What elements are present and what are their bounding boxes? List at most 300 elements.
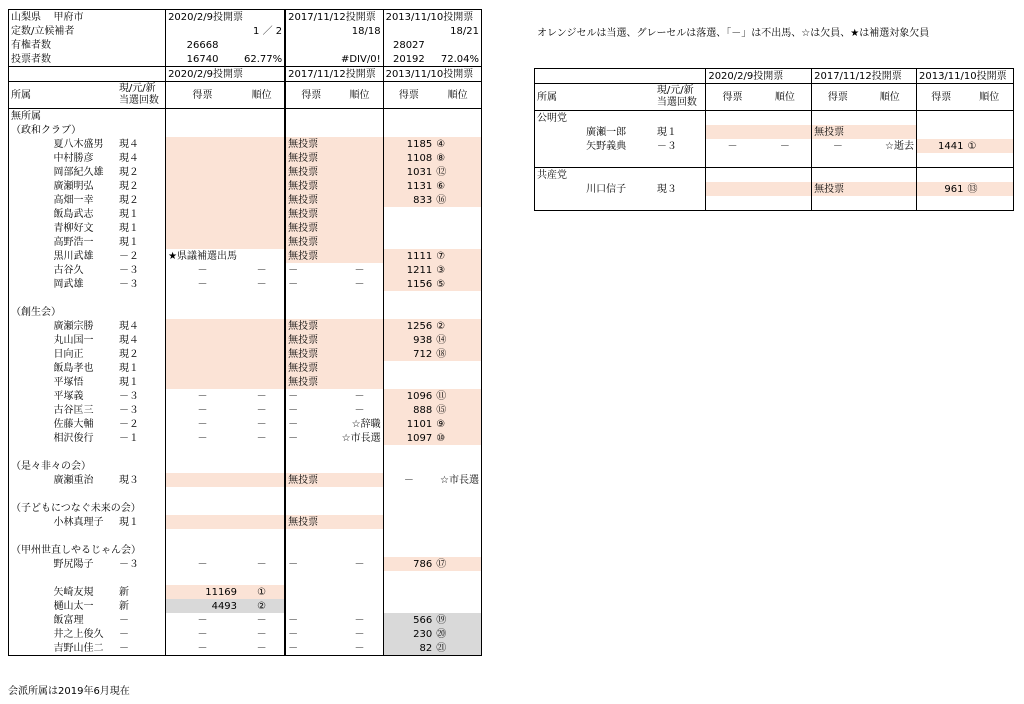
rank-2017 [336, 347, 383, 361]
candidate-row [9, 263, 482, 277]
candidate-row [9, 641, 482, 656]
cell [285, 459, 336, 473]
indent-cell [9, 375, 52, 389]
rank-2013: ⑳ [434, 627, 481, 641]
cell [383, 543, 434, 557]
votes-2020 [166, 207, 239, 221]
status-header-line2: 当選回数 [118, 95, 159, 106]
cell [239, 529, 285, 543]
candidate-name: 廣瀬一郎 [586, 126, 627, 138]
votes-2017: － [285, 417, 336, 431]
votes-2020: － [166, 641, 239, 656]
indent-cell [9, 431, 52, 445]
city-cell: 甲府市 [52, 10, 117, 25]
side-votes-header-2020: 得票 [706, 84, 759, 111]
votes-2017: － [285, 613, 336, 627]
rank-2013: ⑭ [434, 333, 481, 347]
candidate-row [9, 431, 482, 445]
rank-2013: ⑮ [434, 403, 481, 417]
votes-2017: 無投票 [285, 361, 336, 375]
rank-2020: ① [239, 585, 285, 599]
votes-header-2013: 得票 [383, 82, 434, 109]
rank-2013: ⑦ [434, 249, 481, 263]
candidate-status: －２ [118, 418, 139, 430]
votes-2020: － [166, 431, 239, 445]
cell [336, 571, 383, 585]
group-mushozoku: 無所属 [9, 109, 166, 124]
votes-2013 [383, 235, 434, 249]
candidate-name: 川口信子 [586, 183, 627, 195]
rank-2013: ② [434, 319, 481, 333]
votes-2020: ★県議補選出馬 [166, 249, 239, 263]
votes-2017: － [285, 431, 336, 445]
votes-2017: 無投票 [812, 125, 864, 139]
candidate-status: 現４ [118, 320, 139, 332]
candidate-status: 新 [118, 586, 129, 598]
rank-2017 [336, 599, 383, 613]
cell [9, 529, 52, 543]
cell [9, 487, 52, 501]
indent-cell [9, 473, 52, 487]
side-affil-header: 所属 [535, 84, 655, 111]
candidate-name: 吉野山佳二 [52, 641, 117, 656]
candidate-name: 平塚悟 [53, 376, 84, 388]
votes-2020 [166, 333, 239, 347]
votes-2020 [166, 375, 239, 389]
cell [336, 305, 383, 319]
candidate-status: －３ [656, 140, 677, 152]
candidate-row [9, 221, 482, 235]
side-votes-header-2013: 得票 [916, 84, 965, 111]
indent-cell [9, 613, 52, 627]
candidate-status: 現４ [118, 138, 139, 150]
votes-2013: 1156 [383, 277, 434, 291]
rank-2013 [434, 515, 481, 529]
seats-2017: 18/18 [285, 24, 383, 38]
rank-2013 [434, 599, 481, 613]
candidate-name: 黒川武雄 [53, 250, 94, 262]
rank-2017: － [354, 264, 365, 276]
rank-2013: ⑤ [434, 277, 481, 291]
cell [434, 291, 481, 305]
indent-cell [9, 403, 52, 417]
candidate-name: 平塚義 [53, 390, 84, 402]
rank-2013 [434, 207, 481, 221]
rank-2020 [239, 361, 285, 375]
cell [239, 445, 285, 459]
votes-2013: 82 [383, 641, 434, 656]
cell [239, 305, 285, 319]
votes-2020: － [166, 403, 239, 417]
votes-header-2020: 得票 [166, 82, 239, 109]
rank-2017: ☆市長選 [341, 432, 381, 444]
rank-header-2020: 順位 [239, 82, 285, 109]
turnout-2017-pct: #DIV/0! [336, 52, 383, 67]
spacer-row [9, 571, 482, 585]
rank-2013: ⑬ [965, 182, 1013, 196]
rank-2020 [239, 179, 285, 193]
candidate-name: 井之上俊久 [53, 628, 104, 640]
candidate-name: 飯島孝也 [53, 362, 94, 374]
seats-2020: 1 ／ 2 [166, 24, 286, 38]
candidate-name: 丸山国一 [53, 334, 94, 346]
votes-2017: 無投票 [285, 137, 336, 151]
rank-2020: － [256, 418, 267, 430]
votes-2017: － [285, 641, 336, 656]
cell [285, 291, 336, 305]
rank-2020: － [256, 264, 267, 276]
candidate-row [9, 319, 482, 333]
votes-2013: 230 [383, 627, 434, 641]
affil-header: 所属 [9, 82, 117, 109]
votes-2017: － [285, 277, 336, 291]
votes-2020: － [166, 557, 239, 571]
rank-2017: － [354, 390, 365, 402]
indent-cell [9, 347, 52, 361]
candidate-row [9, 557, 482, 571]
rank-2017 [336, 207, 383, 221]
rank-2020 [239, 151, 285, 165]
cell [166, 291, 239, 305]
party-results-table [534, 68, 1014, 211]
votes-2017: － [285, 403, 336, 417]
rank-2017: － [354, 404, 365, 416]
votes-2013: 888 [383, 403, 434, 417]
cell [434, 571, 481, 585]
candidate-name: 飯島武志 [53, 208, 94, 220]
rank-2017 [336, 473, 383, 487]
rank-2013: ⑩ [434, 431, 481, 445]
rank-2013 [434, 361, 481, 375]
rank-2017 [336, 333, 383, 347]
indent-cell [9, 235, 52, 249]
indent-cell [9, 179, 52, 193]
votes-2017: 無投票 [285, 375, 336, 389]
candidate-status: －１ [118, 432, 139, 444]
candidate-status: 新 [118, 600, 129, 612]
status-header-line1: 現/元/新 [118, 83, 156, 94]
seats-2013: 18/21 [383, 24, 481, 38]
votes-2013: 712 [383, 347, 434, 361]
election-2017-header: 2017/11/12投開票 [285, 10, 383, 25]
cell [52, 445, 117, 459]
votes-2020 [166, 319, 239, 333]
candidate-name: 古谷匡三 [53, 404, 94, 416]
rank-2017 [336, 221, 383, 235]
votes-2020 [166, 193, 239, 207]
indent-cell [9, 165, 52, 179]
cell [52, 529, 117, 543]
candidate-row [9, 249, 482, 263]
candidate-name: 飯富理 [53, 614, 84, 626]
votes-2020 [166, 151, 239, 165]
candidate-status: － [117, 641, 166, 656]
spacer-row [9, 529, 482, 543]
candidate-status: － [118, 628, 129, 640]
rank-2020: － [779, 140, 790, 152]
indent-cell [9, 389, 52, 403]
candidate-row [9, 193, 482, 207]
votes-2020: － [166, 613, 239, 627]
votes-2013 [383, 515, 434, 529]
votes-2013: 961 [916, 182, 965, 196]
cell [166, 529, 239, 543]
votes-2013: 786 [383, 557, 434, 571]
candidate-row [9, 137, 482, 151]
votes-2017: － [285, 557, 336, 571]
candidate-status: 現４ [118, 152, 139, 164]
cell [383, 529, 434, 543]
candidate-row [9, 515, 482, 529]
votes-2017 [285, 599, 336, 613]
cell [434, 459, 481, 473]
candidate-name: 廣瀬宗勝 [53, 320, 94, 332]
rank-2017 [336, 375, 383, 389]
cell [383, 459, 434, 473]
candidate-name: 日向正 [53, 348, 84, 360]
votes-2013: 566 [383, 613, 434, 627]
rank-2020 [239, 165, 285, 179]
votes-2020: － [166, 389, 239, 403]
rank-2017 [336, 151, 383, 165]
candidate-name: 高畑一幸 [53, 194, 94, 206]
group-row [9, 459, 482, 473]
votes-2017: － [812, 139, 864, 153]
cell [285, 501, 336, 515]
rank-2013: ④ [434, 137, 481, 151]
cell [239, 543, 285, 557]
candidate-row [9, 361, 482, 375]
votes-2020: 4493 [166, 599, 239, 613]
rank-2013: ⑧ [434, 151, 481, 165]
candidate-row [9, 151, 482, 165]
pref-cell: 山梨県 [9, 10, 52, 25]
cell [383, 291, 434, 305]
turnout-2020-pct: 62.77% [239, 52, 285, 67]
cell [285, 445, 336, 459]
cell [117, 571, 166, 585]
rank-2017: － [354, 278, 365, 290]
indent-cell [9, 193, 52, 207]
cell [285, 571, 336, 585]
status-header [117, 82, 166, 109]
indent-cell [9, 417, 52, 431]
rank-header-2017: 順位 [336, 82, 383, 109]
votes-2020 [166, 165, 239, 179]
legend-note: オレンジセルは当選、グレーセルは落選、「－」は不出馬、☆は欠員、★は補選対象欠員 [537, 28, 930, 39]
candidate-row [9, 207, 482, 221]
votes-2013: 1101 [383, 417, 434, 431]
cell [239, 487, 285, 501]
cell [285, 305, 336, 319]
votes-2020 [166, 235, 239, 249]
rank-2020: － [256, 390, 267, 402]
cell [52, 487, 117, 501]
candidate-name: 佐藤大輔 [53, 418, 94, 430]
cell [434, 487, 481, 501]
rank-2017 [336, 193, 383, 207]
rank-2020: ② [239, 599, 285, 613]
group-zehi: （是々非々の会） [9, 459, 166, 473]
votes-2017: － [285, 263, 336, 277]
rank-2017 [336, 585, 383, 599]
candidate-status: 現３ [656, 183, 677, 195]
votes-2013 [383, 221, 434, 235]
rank-2020 [239, 249, 285, 263]
votes-2013: 1096 [383, 389, 434, 403]
side-row-kawaguchi [535, 182, 1014, 196]
votes-2020 [166, 473, 239, 487]
rank-2013: ⑥ [434, 179, 481, 193]
rank-2020 [239, 235, 285, 249]
votes-2017: 無投票 [812, 182, 864, 196]
candidate-status: 現１ [118, 376, 139, 388]
votes-2017: 無投票 [285, 515, 336, 529]
cell [336, 543, 383, 557]
votes-2020 [166, 137, 239, 151]
votes-2020 [166, 361, 239, 375]
group-sosei: （創生会） [9, 305, 166, 319]
rank-2020: － [239, 641, 285, 656]
indent-cell [9, 137, 52, 151]
rank-2017: － [354, 628, 365, 640]
rank-2017 [336, 165, 383, 179]
candidate-row [9, 403, 482, 417]
cell [336, 459, 383, 473]
rank-2020 [239, 319, 285, 333]
cell [117, 445, 166, 459]
votes-2013 [383, 361, 434, 375]
cell [434, 543, 481, 557]
cell [383, 305, 434, 319]
indent-cell [9, 277, 52, 291]
election-2013-header: 2013/11/10投開票 [383, 10, 481, 25]
rank-2020 [239, 375, 285, 389]
indent-cell [9, 207, 52, 221]
indent-cell [9, 641, 52, 656]
voters-2020: 26668 [166, 38, 239, 52]
votes-header-2017: 得票 [285, 82, 336, 109]
group-kodomo: （子どもにつなぐ未来の会） [9, 501, 166, 515]
rank-2017: ☆逝去 [885, 140, 914, 152]
rank-2020 [239, 473, 285, 487]
cell [434, 529, 481, 543]
candidate-status: 現２ [118, 348, 139, 360]
side-rank-header-2013: 順位 [965, 84, 1013, 111]
election-2017-subheader: 2017/11/12投開票 [285, 67, 383, 82]
indent-cell [9, 599, 52, 613]
candidate-name: 矢崎友規 [53, 586, 94, 598]
candidate-row [9, 585, 482, 599]
candidate-row [9, 627, 482, 641]
indent-cell [9, 585, 52, 599]
cell [239, 291, 285, 305]
turnout-label: 投票者数 [9, 52, 166, 67]
side-row-hirose [535, 125, 1014, 139]
cell [166, 571, 239, 585]
candidate-row [9, 277, 482, 291]
votes-2013: 833 [383, 193, 434, 207]
votes-2020 [166, 347, 239, 361]
votes-2013 [383, 585, 434, 599]
footer-note: 会派所属は2019年6月現在 [8, 686, 130, 697]
cell [166, 543, 239, 557]
votes-2020: － [166, 417, 239, 431]
candidate-name: 古谷久 [53, 264, 84, 276]
candidate-status: － [118, 614, 129, 626]
rank-2020 [239, 207, 285, 221]
seats-label: 定数/立候補者 [9, 24, 166, 38]
side-status-header [655, 84, 706, 111]
group-koshu: （甲州世直しやるじゃん会） [9, 543, 166, 557]
rank-2017: ☆辞職 [351, 418, 381, 430]
rank-2020 [239, 221, 285, 235]
main-results-table [8, 9, 482, 656]
votes-2017 [285, 585, 336, 599]
votes-2013: 1131 [383, 179, 434, 193]
group-row [9, 501, 482, 515]
cell [166, 501, 239, 515]
votes-2017: 無投票 [285, 193, 336, 207]
turnout-2020: 16740 [166, 52, 239, 67]
rank-2017: － [354, 614, 365, 626]
candidate-name: 夏八木盛男 [53, 138, 104, 150]
votes-2020: － [166, 277, 239, 291]
rank-2013 [434, 375, 481, 389]
votes-2013: 1111 [383, 249, 434, 263]
candidate-name: 廣瀬明弘 [53, 180, 94, 192]
rank-2017 [336, 515, 383, 529]
votes-2013: 1211 [383, 263, 434, 277]
rank-2013: ⑯ [434, 193, 481, 207]
rank-2020 [239, 347, 285, 361]
indent-cell [9, 151, 52, 165]
votes-2013: 1108 [383, 151, 434, 165]
votes-2020: － [706, 139, 759, 153]
cell [9, 445, 52, 459]
spacer-row [9, 487, 482, 501]
turnout-2013: 20192 [383, 52, 434, 67]
candidate-status: －３ [118, 558, 139, 570]
indent-cell [9, 221, 52, 235]
rank-2013: ⑲ [434, 613, 481, 627]
votes-2017: － [285, 627, 336, 641]
votes-2013: 1097 [383, 431, 434, 445]
votes-2013 [383, 599, 434, 613]
votes-2013: 1441 [916, 139, 965, 153]
rank-2020 [239, 137, 285, 151]
rank-2013: ③ [434, 263, 481, 277]
votes-2013: 1256 [383, 319, 434, 333]
rank-2020 [239, 193, 285, 207]
side-row-yano [535, 139, 1014, 153]
cell [383, 445, 434, 459]
rank-2013: ㉑ [434, 641, 481, 656]
candidate-name: 樋山太一 [53, 600, 94, 612]
votes-2017: 無投票 [285, 207, 336, 221]
cell [166, 305, 239, 319]
candidate-row [9, 417, 482, 431]
votes-2017: 無投票 [285, 347, 336, 361]
rank-2017 [336, 137, 383, 151]
votes-2020: 11169 [166, 585, 239, 599]
cell [239, 459, 285, 473]
cell [117, 529, 166, 543]
candidate-status: －３ [118, 404, 139, 416]
votes-2017: 無投票 [285, 165, 336, 179]
cell [9, 291, 52, 305]
voters-2013: 28027 [383, 38, 434, 52]
